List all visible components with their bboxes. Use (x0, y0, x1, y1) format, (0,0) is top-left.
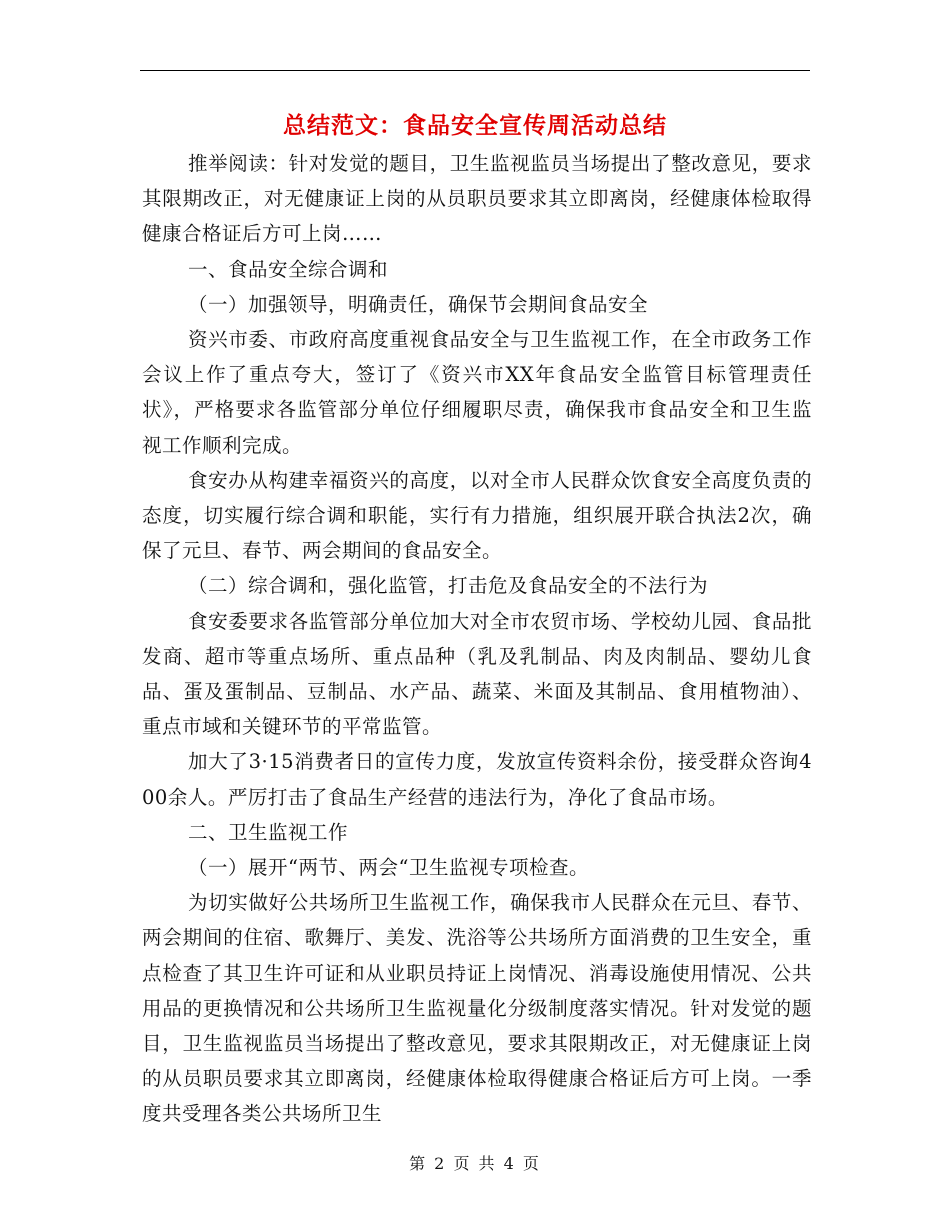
paragraph-intro: 推举阅读：针对发觉的题目，卫生监视监员当场提出了整改意见，要求其限期改正，对无健康证上岗的从员职员要求其立即离岗，经健康体检取得健康合格证后方可上岗…… (142, 152, 812, 246)
header-rule (140, 70, 810, 71)
paragraph-body: 食安委要求各监管部分单位加大对全市农贸市场、学校幼儿园、食品批发商、超市等重点场所、重点品种（乳及乳制品、肉及肉制品、婴幼儿食品、蛋及蛋制品、豆制品、水产品、蔬菜、米面及其制品、食用植物油）、重点市域和关键环节的平常监管。 (142, 609, 812, 739)
section-heading-2: 二、卫生监视工作 (188, 820, 349, 844)
paragraph-body: 资兴市委、市政府高度重视食品安全与卫生监视工作，在全市政务工作会议上作了重点夸大，签订了《资兴市XX年食品安全监管目标管理责任状》，严格要求各监管部分单位仔细履职尽责，确保我市食品安全和卫生监视工作顺利完成。 (142, 328, 812, 457)
subsection-heading-1-2: （二）综合调和，强化监管，打击危及食品安全的不法行为 (188, 574, 709, 598)
subsection-heading-1-1: （一）加强领导，明确责任，确保节会期间食品安全 (188, 292, 649, 316)
paragraph-body: 食安办从构建幸福资兴的高度，以对全市人民群众饮食安全高度负责的态度，切实履行综合调和职能，实行有力措施，组织展开联合执法2次，确保了元旦、春节、两会期间的食品安全。 (142, 468, 812, 563)
document-body (142, 146, 812, 1132)
page-number-footer: 第 2 页 共 4 页 (409, 1154, 541, 1173)
paragraph-body: 为切实做好公共场所卫生监视工作，确保我市人民群众在元旦、春节、两会期间的住宿、歌舞厅、美发、洗浴等公共场所方面消费的卫生安全，重点检查了其卫生许可证和从业职员持证上岗情况、消毒设施使用情况、公共用品的更换情况和公共场所卫生监视量化分级制度落实情况。针对发觉的题目，卫生监视监员当场提出了整改意见，要求其限期改正，对无健康证上岗的从员职员要求其立即离岗，经健康体检取得健康合格证后方可上岗。一季度共受理各类公共场所卫生 (142, 891, 812, 1126)
page-title: 总结范文：食品安全宣传周活动总结 (283, 112, 667, 139)
subsection-heading-2-1: （一）展开“两节、两会“卫生监视专项检查。 (188, 856, 589, 880)
section-heading-1: 一、食品安全综合调和 (188, 257, 389, 281)
paragraph-body: 加大了3·15消费者日的宣传力度，发放宣传资料余份，接受群众咨询400余人。严厉打击了食品生产经营的违法行为，净化了食品市场。 (142, 750, 812, 809)
